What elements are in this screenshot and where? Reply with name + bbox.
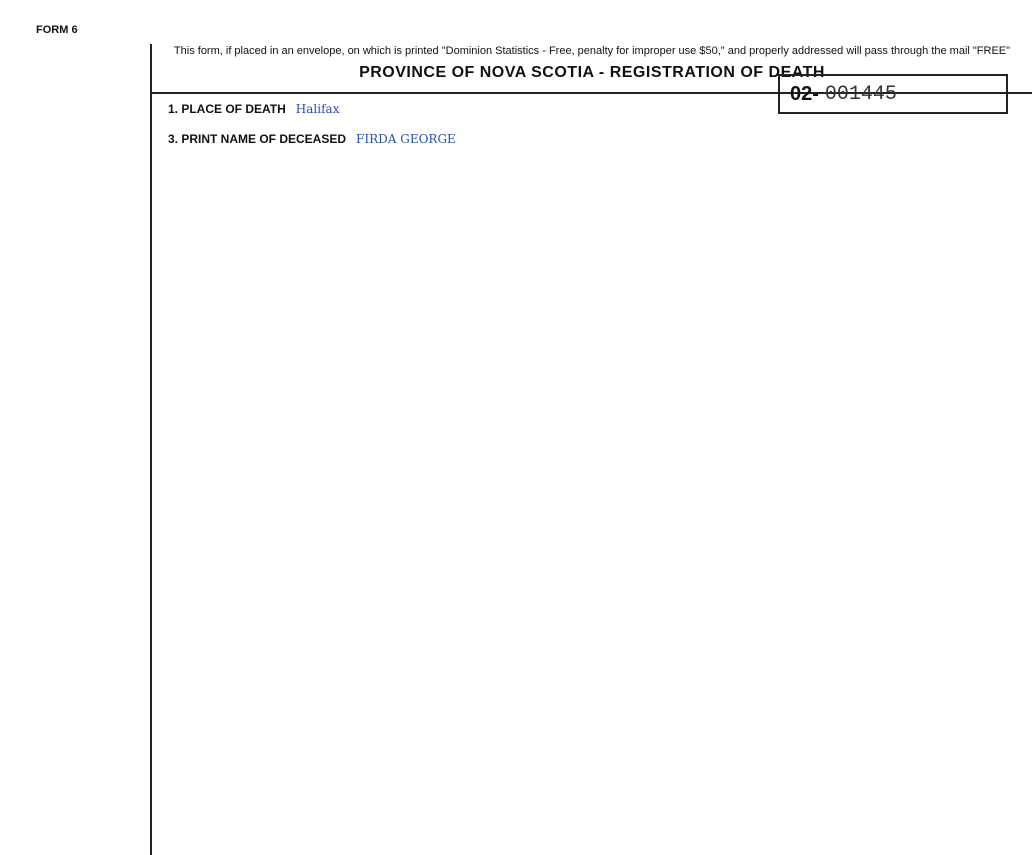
death-registration-form bbox=[150, 44, 1032, 855]
deceased-name-label: 3. PRINT NAME OF DECEASED bbox=[168, 132, 347, 146]
deceased-name-value: FIRDA GEORGE bbox=[356, 132, 456, 146]
deceased-name-row bbox=[152, 124, 1032, 154]
form-number-serial: 001445 bbox=[824, 82, 897, 106]
form-label: FORM 6 bbox=[36, 24, 78, 36]
form-number-prefix: 02- bbox=[790, 82, 819, 105]
form-number bbox=[778, 74, 1008, 114]
form-title: PROVINCE OF NOVA SCOTIA - REGISTRATION OF DEATH bbox=[359, 64, 825, 81]
place-of-death-label: 1. PLACE OF DEATH bbox=[168, 102, 286, 116]
mailing-note: This form, if placed in an envelope, on which is printed "Dominion Statistics - Free, penalty for improper use $50," and properly addressed will pass through the mail "FREE" bbox=[173, 45, 1011, 57]
place-of-death-value: Halifax bbox=[295, 102, 340, 116]
